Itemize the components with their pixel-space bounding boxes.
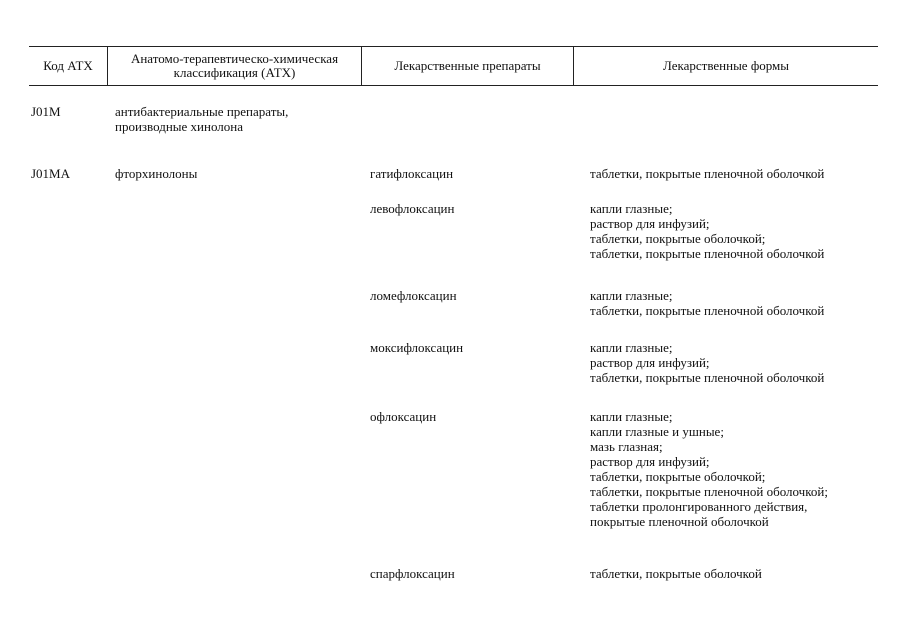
drug-name: гатифлоксацин [370,166,454,181]
drug-form: капли глазные; [590,288,673,303]
drug-form: таблетки, покрытые пленочной оболочкой [590,246,825,261]
group-name-line2: производные хинолона [115,119,244,134]
drug-name: моксифлоксацин [370,340,464,355]
header-forms-label: Лекарственные формы [662,58,790,73]
drug-form: таблетки, покрытые пленочной оболочкой; [590,484,828,499]
drug-name: спарфлоксацин [370,566,455,581]
group-name [115,104,288,134]
header-code-label: Код АТХ [43,58,93,73]
drug-form: мазь глазная; [590,439,663,454]
header-code [29,47,107,85]
drug-form: раствор для инфузий; [590,216,710,231]
subgroup-code: J01MA [31,166,71,181]
group-name-line1: антибактериальные препараты, [115,104,289,119]
drug-name: левофлоксацин [370,201,455,216]
drug-form: капли глазные; [590,340,673,355]
drug-forms [590,409,828,529]
drug-form: таблетки, покрытые пленочной оболочкой [590,303,825,318]
drug-form: капли глазные; [590,409,673,424]
drug-form: таблетки, покрытые пленочной оболочкой [590,370,825,385]
header-drugs-label: Лекарственные препараты [394,58,541,73]
drug-form: таблетки, покрытые пленочной оболочкой [590,166,825,181]
drug-name: офлоксацин [370,409,437,424]
drug-forms [590,288,824,318]
drug-form: капли глазные; [590,201,673,216]
drug-form: покрытые пленочной оболочкой [590,514,769,529]
drug-form: раствор для инфузий; [590,454,710,469]
drug-form: таблетки, покрытые оболочкой; [590,469,766,484]
header-forms [573,47,878,85]
table-header [29,47,878,85]
table-body [29,86,878,596]
header-class-line1: Анатомо-терапевтическо-химическая [130,51,339,66]
drug-form: раствор для инфузий; [590,355,710,370]
drug-form: капли глазные и ушные; [590,424,724,439]
drug-form: таблетки пролонгированного действия, [590,499,808,514]
drug-forms [590,340,824,385]
drug-forms [590,201,824,261]
drug-form: таблетки, покрытые оболочкой; [590,231,766,246]
header-drugs [361,47,573,85]
drug-forms [590,566,762,581]
drug-forms [590,166,824,181]
subgroup-name: фторхинолоны [115,166,198,181]
header-classification [107,47,361,85]
group-code: J01M [31,104,61,119]
header-class-line2: классификация (АТХ) [173,65,296,80]
drug-form: таблетки, покрытые оболочкой [590,566,762,581]
drug-name: ломефлоксацин [370,288,457,303]
document-page [29,46,878,596]
